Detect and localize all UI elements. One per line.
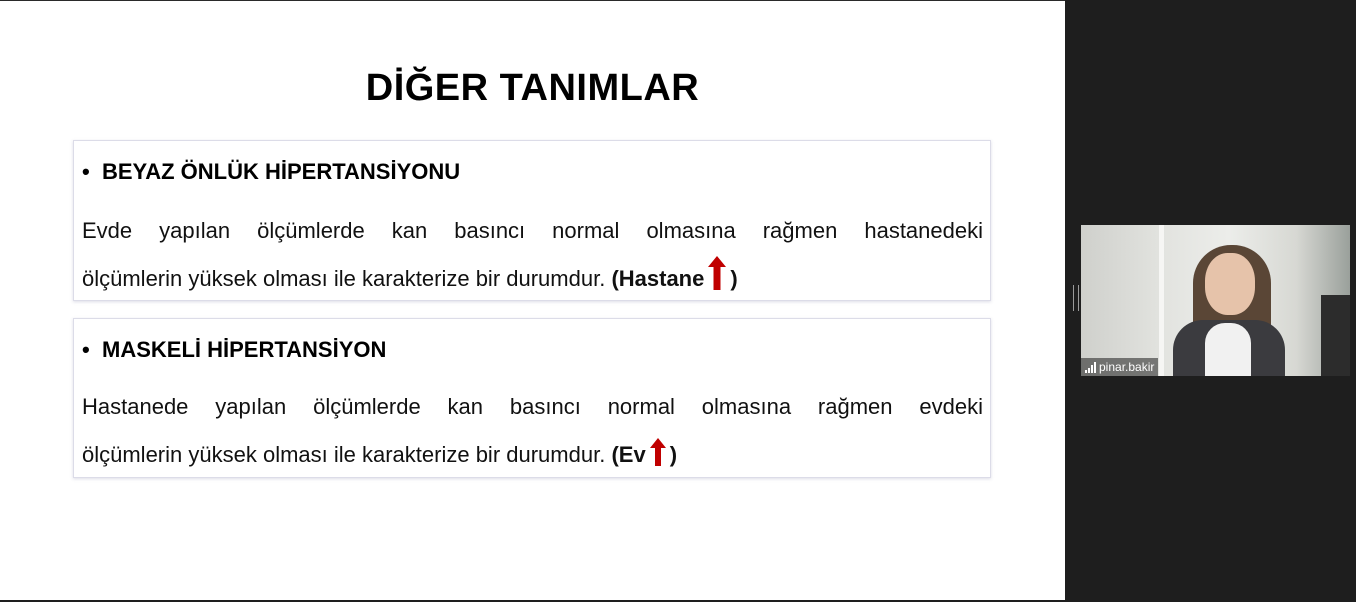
definition-box-masked <box>73 318 991 478</box>
text-line-content: ölçümlerin yüksek olması ile karakterize bir durumdur. <box>82 266 606 291</box>
heading-text: MASKELİ HİPERTANSİYON <box>102 337 387 362</box>
slide-title: DİĞER TANIMLAR <box>365 67 700 109</box>
definition-heading <box>82 337 386 363</box>
definition-heading <box>82 159 460 185</box>
text-line: Evde yapılan ölçümlerde kan basıncı normal olmasına rağmen hastanedeki <box>82 218 983 243</box>
participant-video[interactable] <box>1081 225 1350 376</box>
text-line-content: ölçümlerin yüksek olması ile karakterize bir durumdur. <box>82 442 606 467</box>
up-arrow-icon <box>650 435 666 483</box>
definition-box-white-coat <box>73 140 991 301</box>
participant-image <box>1205 323 1251 376</box>
signal-strength-icon <box>1085 362 1096 373</box>
text-line-last <box>82 431 983 483</box>
video-background <box>1159 225 1164 376</box>
bullet: • <box>82 337 90 362</box>
participant-name-tag <box>1081 358 1158 376</box>
note-open: (Hastane <box>611 266 705 291</box>
note-close: ) <box>669 442 678 467</box>
definition-text <box>82 383 983 483</box>
participant-image <box>1205 253 1255 315</box>
note-close: ) <box>730 266 738 291</box>
definition-text <box>82 207 983 307</box>
video-background <box>1321 295 1350 376</box>
bullet: • <box>82 159 90 184</box>
heading-text: BEYAZ ÖNLÜK HİPERTANSİYONU <box>102 159 461 184</box>
up-arrow-icon <box>708 256 726 307</box>
text-line: Hastanede yapılan ölçümlerde kan basıncı normal olmasına rağmen evdeki <box>82 394 983 419</box>
text-line-last <box>82 255 983 307</box>
panel-resize-handle[interactable] <box>1073 285 1079 311</box>
participant-name: pinar.bakir <box>1099 360 1155 374</box>
note-open: (Ev <box>611 442 646 467</box>
